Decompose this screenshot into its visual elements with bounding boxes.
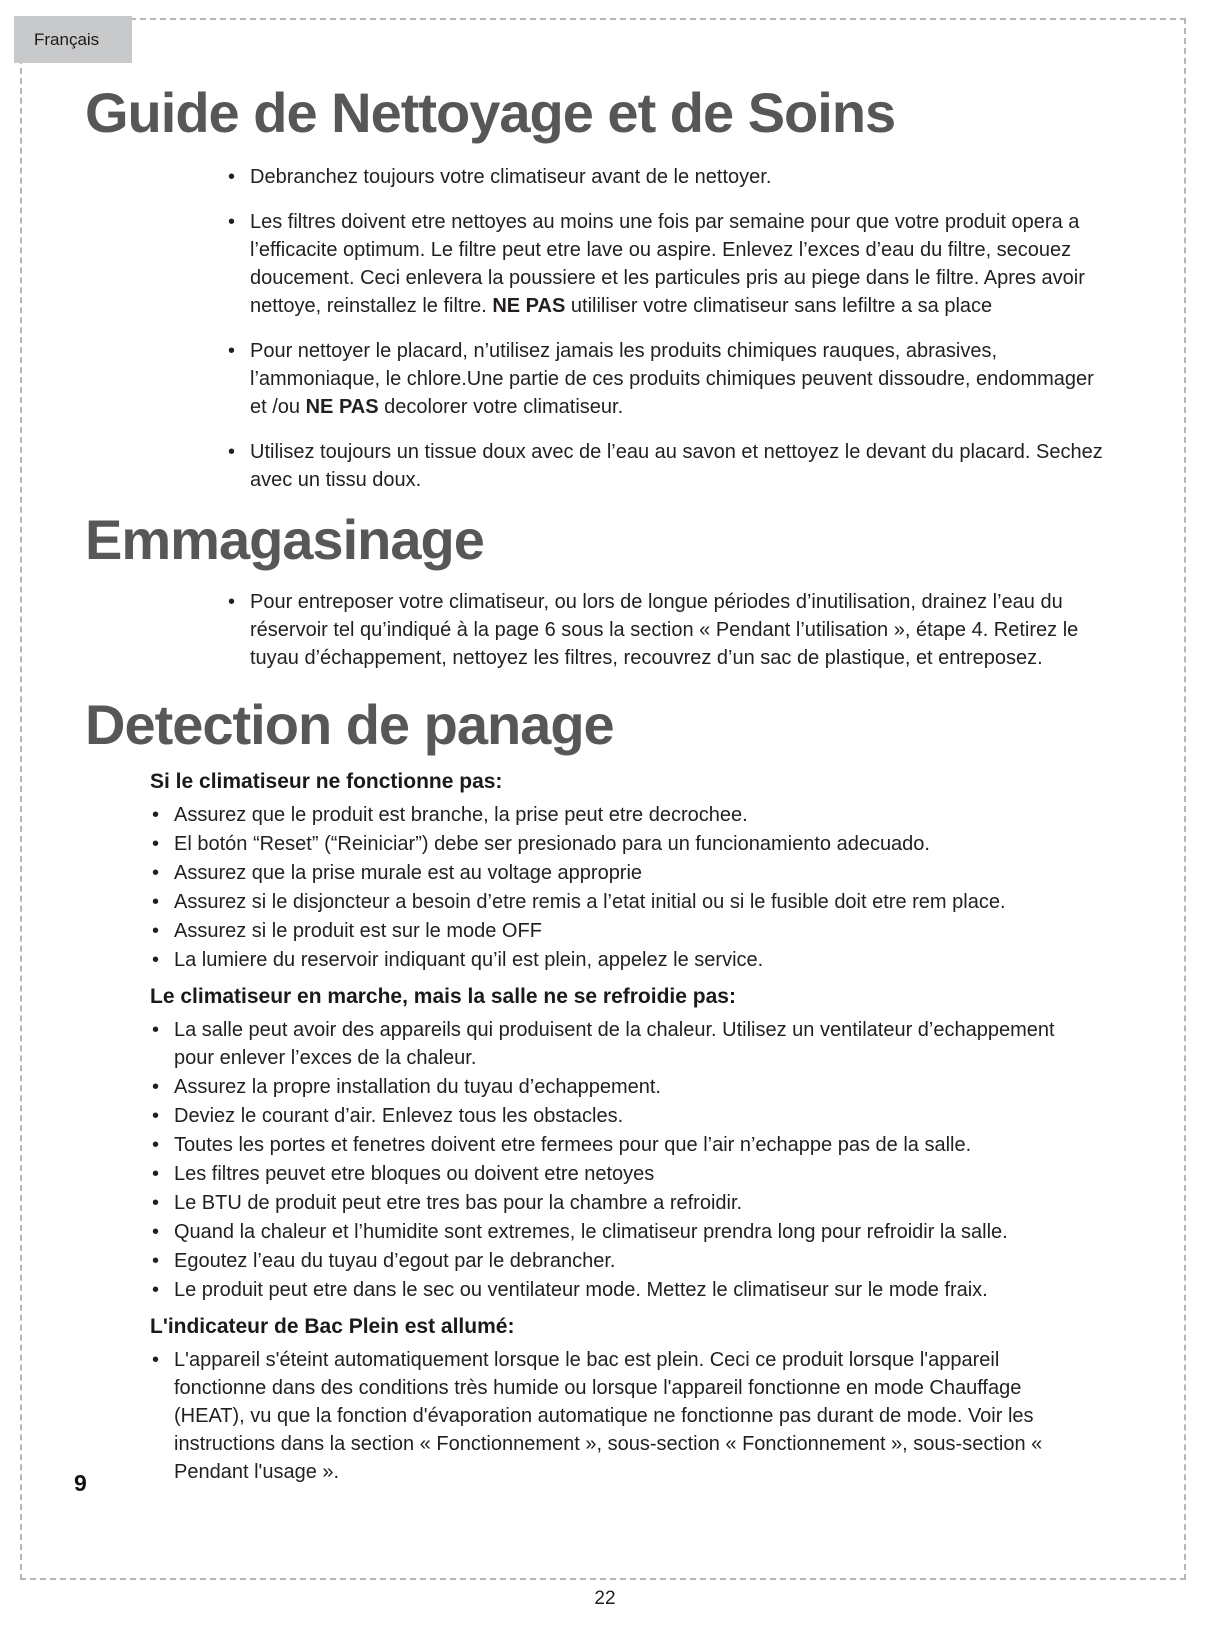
bullet-item [228, 337, 1116, 421]
bullet-text [174, 1218, 1086, 1246]
text-run: Quand la chaleur et l’humidite sont extremes, le climatiseur prendra long pour refroidir la salle. [174, 1221, 1008, 1244]
bullet-item [152, 1016, 1086, 1072]
bullet-text [174, 1247, 1086, 1275]
bullet-icon: • [152, 1279, 160, 1302]
bullet-text [250, 438, 1116, 494]
text-run: Assurez que le produit est branche, la prise peut etre decrochee. [174, 804, 748, 827]
bullet-icon: • [152, 920, 160, 943]
bullet-item [152, 1160, 1086, 1188]
bullet-item [152, 1102, 1086, 1130]
bullet-text [174, 1160, 1086, 1188]
page-number: 9 [74, 1470, 87, 1496]
footer-page-number: 22 [594, 1588, 616, 1609]
storage-bullet-list [228, 588, 1116, 672]
bullet-icon: • [152, 1076, 160, 1099]
bullet-text [250, 163, 1116, 191]
bullet-item [152, 1218, 1086, 1246]
text-run: Debranchez toujours votre climatiseur avant de le nettoyer. [250, 165, 772, 188]
bullet-icon: • [228, 165, 236, 188]
bullet-icon: • [152, 1019, 160, 1042]
bullet-item [152, 888, 1086, 916]
language-tab [14, 16, 132, 63]
bullet-item [152, 1276, 1086, 1304]
text-run: Pour nettoyer le placard, n’utilisez jamais les produits chimiques rauques, abrasives, l’ammoniaque, le chlore.Une partie de ces produits chimiques peuvent dissoudre, endommager et /ou [250, 339, 1094, 418]
subsection-bullet-list [152, 1346, 1086, 1486]
bullet-icon: • [152, 891, 160, 914]
bullet-item [152, 1247, 1086, 1275]
bullet-item [152, 1073, 1086, 1101]
bullet-icon: • [228, 339, 236, 362]
bullet-text [250, 337, 1116, 421]
bullet-icon: • [152, 1192, 160, 1215]
text-run: Les filtres peuvet etre bloques ou doivent etre netoyes [174, 1163, 655, 1186]
bullet-text [174, 801, 1086, 829]
text-run: El botón “Reset” (“Reiniciar”) debe ser presionado para un funcionamiento adecuado. [174, 833, 930, 856]
subsection-not-working [0, 768, 1210, 974]
bullet-item [228, 163, 1116, 191]
bullet-icon: • [152, 1221, 160, 1244]
bullet-item [152, 1189, 1086, 1217]
bullet-icon: • [152, 804, 160, 827]
bullet-icon: • [152, 1349, 160, 1372]
language-tab-label: Français [34, 29, 100, 49]
bold-text: NE PAS [305, 395, 379, 418]
bullet-icon: • [228, 590, 236, 613]
bullet-icon: • [152, 1134, 160, 1157]
bullet-text [174, 917, 1086, 945]
text-run: Assurez que la prise murale est au voltage approprie [174, 862, 643, 885]
bullet-item [152, 1131, 1086, 1159]
bullet-icon: • [152, 862, 160, 885]
bold-text: NE PAS [492, 294, 566, 317]
bullet-text [250, 208, 1116, 320]
bullet-icon: • [152, 1105, 160, 1128]
subsection-heading: L'indicateur de Bac Plein est allumé: [150, 1315, 515, 1339]
bullet-item [152, 859, 1086, 887]
text-run: Assurez si le produit est sur le mode OFF [174, 920, 542, 943]
text-run: utililiser votre climatiseur sans lefiltre a sa place [565, 294, 993, 317]
text-run: Le produit peut etre dans le sec ou ventilateur mode. Mettez le climatiseur sur le mode fraix. [174, 1279, 988, 1302]
bullet-text [174, 1276, 1086, 1304]
bullet-item [228, 588, 1116, 672]
text-run: Utilisez toujours un tissue doux avec de l’eau au savon et nettoyez le devant du placard. Sechez avec un tissu doux. [250, 440, 1103, 491]
bullet-text [174, 888, 1086, 916]
section-title-troubleshooting: Detection de panage [85, 692, 614, 756]
text-run: Assurez la propre installation du tuyau d’echappement. [174, 1076, 661, 1099]
bullet-item [152, 946, 1086, 974]
text-run: La lumiere du reservoir indiquant qu’il est plein, appelez le service. [174, 949, 764, 972]
subsection-heading: Le climatiseur en marche, mais la salle ne se refroidie pas: [150, 985, 736, 1009]
bullet-text [174, 1016, 1086, 1072]
bullet-text [174, 1073, 1086, 1101]
text-run: L'appareil s'éteint automatiquement lorsque le bac est plein. Ceci ce produit lorsque l'appareil fonctionne dans des conditions très humide ou lorsque l'appareil fonctionne en mode Chauffage (HEAT), vu que la fonction d'évaporation automatique ne fonctionne pas durant de mode. Voir les instructions dans la section « Fonctionnement », sous-section « Fonctionnement », sous-section « Pendant l'usage ». [174, 1349, 1043, 1484]
text-run: La salle peut avoir des appareils qui produisent de la chaleur. Utilisez un ventilateur d’echappement pour enlever l’exces de la chaleur. [174, 1019, 1055, 1070]
subsection-bullet-list [152, 1016, 1086, 1304]
subsection-bullet-list [152, 801, 1086, 974]
bullet-item [152, 917, 1086, 945]
bullet-item [152, 830, 1086, 858]
bullet-icon: • [152, 949, 160, 972]
bullet-text [174, 1102, 1086, 1130]
text-run: Toutes les portes et fenetres doivent etre fermees pour que l’air n’echappe pas de la salle. [174, 1134, 972, 1157]
bullet-icon: • [152, 833, 160, 856]
bullet-item [228, 438, 1116, 494]
bullet-text [174, 1131, 1086, 1159]
page-content [0, 66, 1210, 1487]
bullet-item [228, 208, 1116, 320]
bullet-text [174, 859, 1086, 887]
text-run: Deviez le courant d’air. Enlevez tous les obstacles. [174, 1105, 624, 1128]
text-run: Pour entreposer votre climatiseur, ou lors de longue périodes d’inutilisation, drainez l’eau du réservoir tel qu’indiqué à la page 6 sous la section « Pendant l’utilisation », étape 4. Retirez le tuyau d’échappement, nettoyez les filtres, recouvrez d’un sac de plastique, et entreposez. [250, 590, 1079, 669]
section-title-storage: Emmagasinage [85, 507, 484, 571]
bullet-text [174, 946, 1086, 974]
text-run: Assurez si le disjoncteur a besoin d’etre remis a l’etat initial ou si le fusible doit etre rem place. [174, 891, 1006, 914]
bullet-text [174, 1346, 1086, 1486]
bullet-icon: • [228, 440, 236, 463]
bullet-item [152, 801, 1086, 829]
subsection-heading: Si le climatiseur ne fonctionne pas: [150, 770, 503, 794]
bullet-icon: • [152, 1250, 160, 1273]
section-title-care-guide: Guide de Nettoyage et de Soins [85, 81, 896, 144]
bullet-text [174, 1189, 1086, 1217]
text-run: Les filtres doivent etre nettoyes au moins une fois par semaine pour que votre produit opera a l’efficacite optimum. Le filtre peut etre lave ou aspire. Enlevez l’exces d’eau du filtre, secouez doucement. Ceci enlevera la poussiere et les particules pris au piege dans le filtre. Apres avoir nettoye, reinstallez le filtre. [250, 210, 1085, 317]
care-guide-bullet-list [228, 163, 1116, 494]
bullet-item [152, 1346, 1086, 1486]
bullet-icon: • [152, 1163, 160, 1186]
text-run: Egoutez l’eau du tuyau d’egout par le debrancher. [174, 1250, 616, 1273]
bullet-text [250, 588, 1116, 672]
subsection-not-cooling [0, 983, 1210, 1304]
subsection-tank-full [0, 1313, 1210, 1486]
bullet-icon: • [228, 210, 236, 233]
bullet-text [174, 830, 1086, 858]
text-run: Le BTU de produit peut etre tres bas pour la chambre a refroidir. [174, 1192, 743, 1215]
text-run: decolorer votre climatiseur. [378, 395, 624, 418]
